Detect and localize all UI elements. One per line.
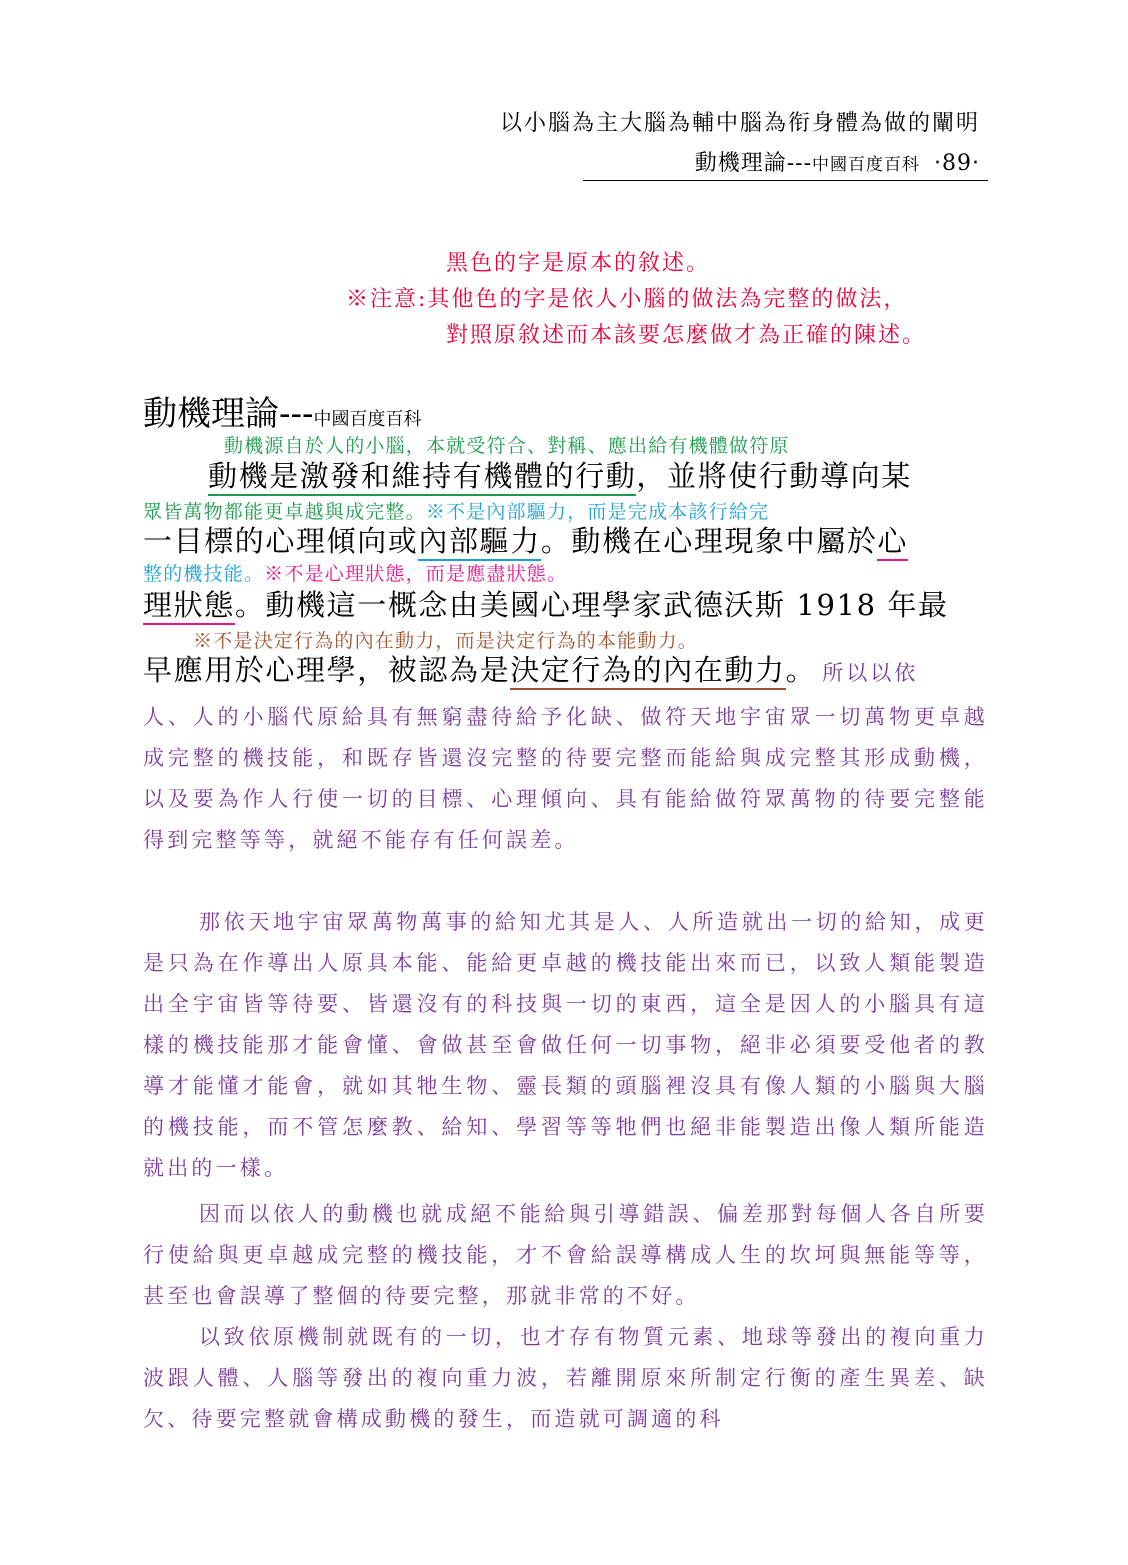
paragraph-1: 人、人的小腦代原給具有無窮盡待給予化缺、做符天地宇宙眾一切萬物更卓越成完整的機技能，和既存皆還沒完整的待要完整而能給與成完整其形成動機，以及要為作人行使一切的目標、心理傾向、具有能給做符眾萬物的待要完整能得到完整等等，就絕不能存有任何誤差。 [143,705,988,852]
annotation-3 [143,559,567,586]
original-line-3-rest: 。動機這一概念由美國心理學家武德沃斯 1918 年最 [234,588,949,622]
highlight-psych-state-1: 心 [877,524,908,561]
annotation-3-cyan: 整的機技能。 [143,563,265,585]
highlight-inner-force: 決定行為的內在動力 [510,653,785,690]
original-line-2-c: 。動機在心理現象中屬於 [540,524,878,558]
section-title-main: 動機理論--- [143,394,314,434]
running-header-subtitle [695,146,980,177]
running-header-title: 以小腦為主大腦為輔中腦為衔身體為做的闡明 [499,111,980,136]
original-line-4-c: 。 [785,653,817,687]
annotation-3-pink: ※不是心理狀態，而是應盡狀態。 [264,563,568,585]
highlight-internal-drive: 內部驅力 [418,524,540,561]
running-header-source: 中國百度百科 [812,155,921,175]
page-number: ‧89‧ [934,151,980,176]
running-header-topic: 動機理論--- [694,151,813,176]
section-title-source: 中國百度百科 [313,409,422,430]
annotation-4: ※不是決定行為的內在動力，而是決定行為的本能動力。 [193,630,699,652]
original-line-4-a: 早應用於心理學，被認為是 [143,653,511,687]
highlight-psych-state-2: 理狀態 [143,588,235,625]
original-line-1-rest: ，並將使行動導向某 [636,459,912,493]
original-line-3 [143,583,949,624]
note-line-2: ※注意:其他色的字是依人小腦的做法為完整的做法， [346,287,908,312]
original-line-4 [143,648,918,689]
annotation-1: 動機源自於人的小腦，本就受符合、對稱、應出給有機體做符原 [224,435,790,457]
original-line-2 [143,519,908,560]
original-line-2-a: 一目標的心理傾向或 [143,524,419,558]
header-rule [583,180,988,181]
section-title [143,386,421,435]
paragraph-3: 因而以依人的動機也就成絕不能給與引導錯誤、偏差那對每個人各自所要行使給與更卓越成完整的機技能，才不會給誤導構成人生的坎坷與無能等等，甚至也會誤導了整個的待要完整，那就非常的不好。 [143,1202,988,1308]
paragraph-2: 那依天地宇宙眾萬物萬事的給知尤其是人、人所造就出一切的給知，成更是只為在作導出人原具本能、能給更卓越的機技能出來而已，以致人類能製造出全宇宙皆等待要、皆還沒有的科技與一切的東西，這全是因人的小腦具有這樣的機技能那才能會懂、會做甚至會做任何一切事物，絕非必須要受他者的教導才能懂才能會，就如其牠生物、靈長類的頭腦裡沒具有像人類的小腦與大腦的機技能，而不管怎麼教、給知、學習等等牠們也絕非能製造出像人類所能造就出的一樣。 [143,910,988,1180]
paragraph-4: 以致依原機制就既有的一切，也才存有物質元素、地球等發出的複向重力波跟人體、人腦等發出的複向重力波，若離開原來所制定行衡的產生異差、缺欠、待要完整就會構成動機的發生，而造就可調適的科 [143,1325,988,1431]
note-line-1: 黑色的字是原本的敘述。 [446,251,711,276]
original-line-1 [208,454,912,495]
annotation-2-cyan: ※不是內部驅力，而是完成本該行給完 [425,501,770,523]
paragraph-1-lead: 所以以依 [822,661,919,685]
highlight-motive-definition: 動機是激發和維持有機體的行動 [208,459,636,496]
annotation-2-green: 眾皆萬物都能更卓越與成完整。 [143,501,426,523]
note-line-3: 對照原敘述而本該要怎麼做才為正確的陳述。 [446,323,927,348]
